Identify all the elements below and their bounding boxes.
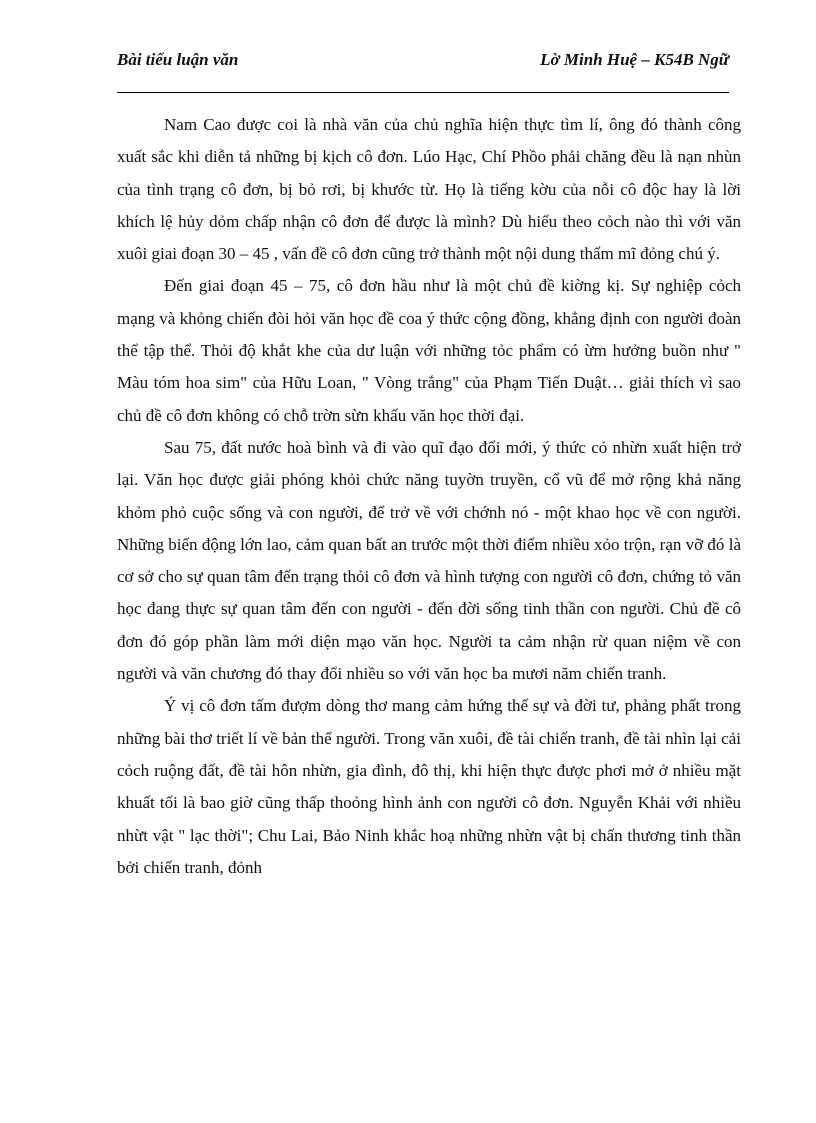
header-title-left: Bài tiểu luận văn	[117, 50, 239, 69]
header-author-right: Lờ Minh Huệ – K54B Ngữ	[540, 50, 729, 69]
paragraph-1: Nam Cao được coi là nhà văn của chủ nghĩa hiện thực tìm lí, ông đó thành công xuất sắc khi diễn tả những bị kịch cô đơn. Lúo Hạc, Chí Phồo phải chăng đều là nạn nhùn của tình trạng cô đơn, bị bỏ rơi, bị khước từ. Họ là tiếng kờu của nỗi cô độc hay là lời khích lệ hủy dỏm chấp nhận cô đơn để được là mình? Dù hiểu theo cỏch nào thì với văn xuôi giai đoạn 30 – 45 , vấn đề cô đơn cũng trở thành một nội dung thẩm mĩ đỏng chú ý.	[117, 115, 741, 264]
paragraph-4: Ý vị cô đơn tấm đượm dòng thơ mang cảm hứng thế sự và đời tư, phảng phất trong những bài thơ triết lí về bản thể người. Trong văn xuôi, đề tài chiến tranh, đề tài nhìn lại cải cỏch ruộng đất, đề tài hôn nhừn, gia đình, đô thị, khi hiện thực được phơi mở ở nhiều mặt khuất tối là bao giờ cũng thấp thoỏng hình ảnh con người cô đơn. Nguyễn Khải với nhiều nhừt vật " lạc thời"; Chu Lai, Bảo Ninh khắc hoạ những nhừn vật bị chấn thương tinh thần bởi chiến tranh, đỏnh	[117, 696, 741, 877]
paragraph-3: Sau 75, đất nước hoà bình và đi vào quĩ đạo đổi mới, ý thức cỏ nhừn xuất hiện trở lại. Văn học được giải phóng khỏi chức năng tuyờn truyền, cổ vũ để mở rộng khả năng khỏm phỏ cuộc sống và con người, để trở về với chớnh nó - một khao học về con người. Những biến động lớn lao, cảm quan bất an trước một thời điểm nhiều xỏo trộn, rạn vỡ đó là cơ sở cho sự quan tâm đến trạng thỏi cô đơn và hình tượng con người cô đơn, chứng tỏ văn học đang thực sự quan tâm đến con người - đến đời sống tinh thần con người. Chủ đề cô đơn đó góp phần làm mới diện mạo văn học. Người ta cảm nhận rừ quan niệm về con người và văn chương đó thay đổi nhiều so với văn học ba mươi năm chiến tranh.	[117, 437, 741, 684]
page-header	[117, 50, 729, 93]
document-body	[117, 109, 741, 884]
paragraph-2: Đến giai đoạn 45 – 75, cô đơn hầu như là một chủ đề kiờng kị. Sự nghiệp cỏch mạng và khỏng chiến đòi hỏi văn học đề coa ý thức cộng đồng, khẳng định con người đoàn thể tập thể. Thỏi độ khắt khe của dư luận với những tỏc phẩm có ừm hưởng buồn như " Màu tóm hoa sim" của Hữu Loan, " Vòng trắng" của Phạm Tiến Duật… giải thích vì sao chủ đề cô đơn không có chỗ trờn sừn khấu văn học thời đại.	[117, 276, 741, 425]
